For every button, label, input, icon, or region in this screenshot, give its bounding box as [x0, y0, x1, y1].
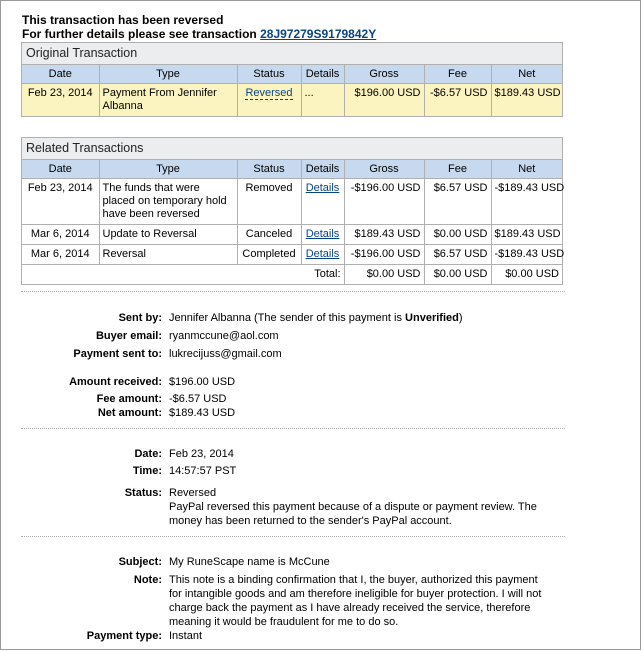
- date-label: Date:: [134, 448, 162, 460]
- divider: [21, 428, 565, 429]
- cell-status: Completed: [237, 245, 301, 265]
- col-net: Net: [491, 65, 562, 84]
- table-row: [22, 225, 562, 245]
- col-type: Type: [99, 65, 237, 84]
- status-text: Reversed: [169, 487, 217, 499]
- payment-sent-to-value: lukrecijuss@gmail.com: [169, 348, 282, 360]
- payment-type-value: Instant: [169, 630, 203, 642]
- cell-details: ...: [301, 84, 344, 117]
- original-transaction-title: Original Transaction: [22, 43, 562, 65]
- cell-details: [301, 225, 344, 245]
- further-details-line: [22, 27, 376, 41]
- cell-fee: $0.00 USD: [424, 225, 491, 245]
- payment-type-label: Payment type:: [86, 630, 162, 642]
- cell-gross: $196.00 USD: [344, 84, 424, 117]
- cell-type: Reversal: [99, 245, 237, 265]
- divider: [21, 291, 565, 292]
- note-label: Note:: [133, 574, 162, 586]
- total-net: $0.00 USD: [505, 268, 559, 280]
- details-link[interactable]: Details: [305, 182, 340, 194]
- cell-net: -$189.43 USD: [491, 179, 562, 225]
- total-fee: $0.00 USD: [424, 265, 491, 285]
- cell-gross: -$196.00 USD: [344, 245, 424, 265]
- net-amount-value: $189.43 USD: [169, 407, 236, 419]
- col-fee: Fee: [424, 160, 491, 179]
- col-status: Status: [237, 160, 301, 179]
- related-transactions-table: [22, 160, 565, 284]
- original-transaction-box: [21, 42, 563, 117]
- col-gross: Gross: [344, 160, 424, 179]
- transaction-id-link[interactable]: 28J97279S9179842Y: [260, 27, 377, 41]
- sender-note-post: ): [458, 312, 463, 324]
- col-type: Type: [99, 160, 237, 179]
- cell-gross: -$196.00 USD: [344, 179, 424, 225]
- cell-status: Removed: [237, 179, 301, 225]
- sender-name: Jennifer Albanna: [169, 312, 251, 324]
- status-reversed-link[interactable]: Reversed: [245, 87, 293, 99]
- cell-date: Mar 6, 2014: [22, 245, 99, 265]
- time-value: 14:57:57 PST: [169, 465, 237, 477]
- col-gross: Gross: [344, 65, 424, 84]
- original-transaction-table: [22, 65, 562, 116]
- fee-amount-label: Fee amount:: [96, 393, 162, 405]
- col-details: Details: [301, 65, 344, 84]
- cell-status: [237, 84, 301, 117]
- sender-note-pre: (The sender of this payment is: [254, 312, 402, 324]
- total-row: [22, 265, 562, 285]
- cell-gross: $189.43 USD: [344, 225, 424, 245]
- cell-type: Update to Reversal: [99, 225, 237, 245]
- cell-details: [301, 179, 344, 225]
- amount-received-label: Amount received:: [69, 376, 162, 388]
- col-net: Net: [491, 160, 562, 179]
- sender-verification-status: Unverified: [405, 312, 459, 324]
- cell-type: The funds that were placed on temporary hold have been reversed: [99, 179, 237, 225]
- table-row: [22, 179, 562, 225]
- total-gross: $0.00 USD: [344, 265, 424, 285]
- cell-type: Payment From Jennifer Albanna: [99, 84, 237, 117]
- col-details: Details: [301, 160, 344, 179]
- details-link[interactable]: Details: [305, 228, 340, 240]
- further-details-text: For further details please see transaction: [22, 27, 257, 41]
- reversal-title: This transaction has been reversed: [22, 13, 224, 27]
- col-date: Date: [22, 65, 99, 84]
- cell-date: Feb 23, 2014: [22, 179, 99, 225]
- net-amount-label: Net amount:: [97, 407, 162, 419]
- date-value: Feb 23, 2014: [169, 448, 234, 460]
- related-transactions-box: [21, 137, 563, 285]
- payment-sent-to-label: Payment sent to:: [73, 348, 162, 360]
- cell-fee: $6.57 USD: [424, 245, 491, 265]
- status-label: Status:: [124, 487, 162, 499]
- cell-net: $189.43 USD: [491, 225, 562, 245]
- cell-date: Mar 6, 2014: [22, 225, 99, 245]
- amount-received-value: $196.00 USD: [169, 376, 236, 388]
- total-label: Total:: [22, 265, 344, 285]
- cell-details: [301, 245, 344, 265]
- divider: [21, 536, 565, 537]
- sent-by-label: Sent by:: [118, 312, 162, 324]
- note-value: This note is a binding confirmation that I, the buyer, authorized this payment for intangible goods and am therefore ineligible for buyer protection. I will not charge back the payment as I have already received the service, therefore meaning it would be fraudulent for me to do so.: [169, 574, 542, 628]
- table-row: [22, 84, 562, 117]
- buyer-email-value: ryanmccune@aol.com: [169, 330, 279, 342]
- cell-fee: -$6.57 USD: [424, 84, 491, 117]
- details-link[interactable]: Details: [305, 248, 340, 260]
- status-description: PayPal reversed this payment because of a dispute or payment review. The money has been returned to the sender's PayPal account.: [169, 501, 537, 527]
- status-value: [169, 486, 549, 528]
- buyer-email-label: Buyer email:: [95, 330, 162, 342]
- table-row: [22, 245, 562, 265]
- subject-label: Subject:: [118, 556, 162, 568]
- reversal-header: [22, 13, 376, 41]
- col-fee: Fee: [424, 65, 491, 84]
- cell-net: -$189.43 USD: [491, 245, 562, 265]
- fee-amount-value: -$6.57 USD: [169, 393, 227, 405]
- cell-date: Feb 23, 2014: [22, 84, 99, 117]
- related-transactions-title: Related Transactions: [22, 138, 562, 160]
- cell-fee: $6.57 USD: [424, 179, 491, 225]
- subject-value: My RuneScape name is McCune: [169, 556, 330, 568]
- time-label: Time:: [132, 465, 162, 477]
- col-status: Status: [237, 65, 301, 84]
- cell-net: $189.43 USD: [491, 84, 562, 117]
- col-date: Date: [22, 160, 99, 179]
- sent-by-value: [169, 311, 549, 325]
- cell-status: Canceled: [237, 225, 301, 245]
